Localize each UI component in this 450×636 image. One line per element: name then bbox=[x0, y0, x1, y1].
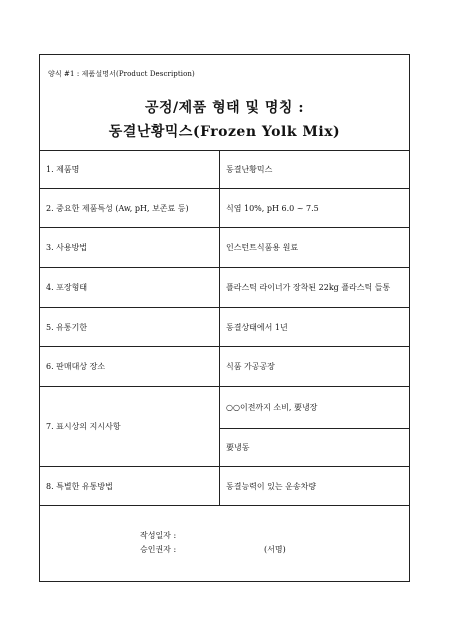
row-value: 식염 10%, pH 6.0 ~ 7.5 bbox=[226, 203, 319, 213]
author-date-label: 작성일자 : bbox=[140, 531, 177, 540]
row-product-name bbox=[40, 151, 409, 189]
row-label: 4. 포장형태 bbox=[40, 268, 220, 307]
form-header bbox=[40, 55, 409, 151]
row-labeling-instructions bbox=[40, 387, 409, 467]
row-label: 7. 표시상의 지시사항 bbox=[40, 387, 220, 466]
row-shelf-life bbox=[40, 308, 409, 347]
row-value: 동결능력이 있는 운송차량 bbox=[226, 481, 317, 491]
signature-area bbox=[40, 506, 409, 581]
row-label: 5. 유통기한 bbox=[40, 308, 220, 346]
row-sales-location bbox=[40, 347, 409, 387]
row-packaging bbox=[40, 268, 409, 308]
row-value: 인스턴트식품용 원료 bbox=[226, 243, 299, 252]
row-value: 동결난황믹스 bbox=[226, 165, 273, 174]
row-label: 3. 사용방법 bbox=[40, 228, 220, 267]
row-label: 2. 중요한 제품특성 (Aw, pH, 보존료 등) bbox=[40, 189, 220, 227]
row-value: 플라스틱 라이너가 장착된 22kg 플라스틱 들통 bbox=[226, 283, 391, 292]
row-value: 동결상태에서 1년 bbox=[226, 322, 288, 332]
row-value: 식품 가공공장 bbox=[226, 362, 275, 371]
title-line-1: 공정/제품 형태 및 명칭 : bbox=[145, 100, 304, 116]
row-label: 1. 제품명 bbox=[40, 151, 220, 188]
product-description-form bbox=[39, 54, 410, 582]
row-key-characteristics bbox=[40, 189, 409, 228]
signature-mark: (서명) bbox=[264, 545, 286, 554]
row-value-secondary: 要냉동 bbox=[226, 443, 250, 452]
title-line-2: 동결난황믹스(Frozen Yolk Mix) bbox=[108, 124, 341, 140]
row-label: 6. 판매대상 장소 bbox=[40, 347, 220, 386]
approver-label: 승인권자 : bbox=[140, 545, 177, 554]
form-label: 양식 #1 : 제품설명서(Product Description) bbox=[48, 70, 195, 78]
row-value: ○○이전까지 소비, 要냉장 bbox=[220, 387, 409, 429]
row-usage bbox=[40, 228, 409, 268]
row-label: 8. 특별한 유통방법 bbox=[40, 467, 220, 505]
row-special-distribution bbox=[40, 467, 409, 506]
